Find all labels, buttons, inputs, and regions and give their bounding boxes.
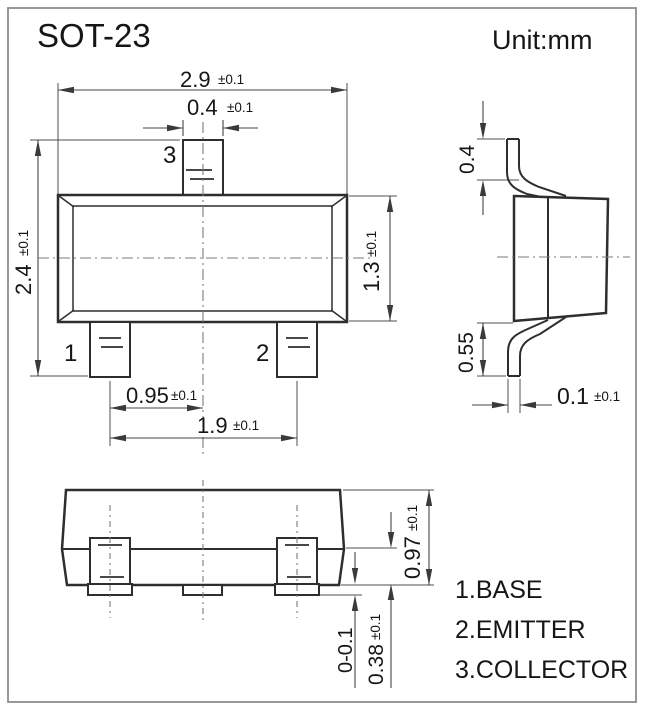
arrowhead <box>426 569 432 585</box>
bottom-view <box>62 480 434 688</box>
arrowhead <box>388 584 394 600</box>
pin-legend <box>455 576 628 684</box>
pin1-lead <box>90 322 130 377</box>
pin2-label: 2 <box>256 340 270 367</box>
arrowhead <box>520 402 536 408</box>
arrowhead <box>110 405 126 411</box>
arrowhead <box>480 180 486 196</box>
dim-value: 0-0.1 <box>335 627 357 673</box>
arrowhead <box>167 125 183 131</box>
dim-tolerance: ±0.1 <box>405 504 420 531</box>
dim-pin3-width <box>143 95 258 136</box>
side-view <box>455 101 630 413</box>
arrowhead <box>492 402 508 408</box>
dim-value: 2.4 <box>11 264 36 295</box>
dim-value: 0.55 <box>455 332 478 373</box>
legend-item-base: 1.BASE <box>455 576 543 604</box>
arrowhead <box>35 140 41 156</box>
dim-pin-pitch <box>110 383 203 411</box>
arrowhead <box>187 405 203 411</box>
arrowhead <box>480 360 486 376</box>
dim-tolerance: ±0.1 <box>594 389 621 404</box>
dim-value: 0.95 <box>126 383 169 408</box>
dim-bottom-lead <box>455 323 486 376</box>
dim-body-height <box>400 490 432 585</box>
dim-lead-thickness <box>472 383 620 409</box>
front-view <box>11 67 397 458</box>
body-profile <box>514 196 608 321</box>
arrowhead <box>35 360 41 376</box>
dim-value: 1.3 <box>359 261 384 292</box>
dim-total-height <box>11 140 41 376</box>
dim-value: 2.9 <box>180 67 211 92</box>
arrowhead <box>426 490 432 506</box>
legend-item-collector: 3.COLLECTOR <box>455 656 629 684</box>
page-title: SOT-23 <box>37 17 151 54</box>
dim-pin-span <box>110 413 297 441</box>
dim-tolerance: ±0.1 <box>171 388 198 403</box>
dim-value: 1.9 <box>197 413 228 438</box>
dim-body-height <box>359 196 393 321</box>
unit-label: Unit:mm <box>492 25 593 55</box>
arrowhead <box>387 196 393 212</box>
lower-lead <box>508 317 566 376</box>
dim-top-lead <box>456 101 486 215</box>
arrowhead <box>331 87 347 93</box>
pin1-label: 1 <box>64 340 78 367</box>
arrowhead <box>281 435 297 441</box>
arrowhead <box>387 305 393 321</box>
dim-tolerance: ±0.1 <box>218 72 245 87</box>
arrowhead <box>480 323 486 339</box>
dim-value: 0.38 <box>365 644 388 685</box>
arrowhead <box>58 87 74 93</box>
dim-value: 0.97 <box>400 536 425 579</box>
dim-tolerance: ±0.1 <box>364 230 379 257</box>
dim-body-width <box>58 67 347 93</box>
dim-tolerance: ±0.1 <box>233 418 260 433</box>
dim-tolerance: ±0.1 <box>227 100 254 115</box>
upper-lead <box>507 139 566 198</box>
dim-value: 0.1 <box>557 383 589 409</box>
arrowhead <box>110 435 126 441</box>
arrowhead <box>223 125 239 131</box>
dim-tolerance: ±0.1 <box>16 229 31 256</box>
legend-item-emitter: 2.EMITTER <box>455 616 586 644</box>
dim-value: 0.4 <box>456 144 479 174</box>
arrowhead <box>388 532 394 548</box>
dim-value: 0.4 <box>187 95 218 120</box>
dim-tolerance: ±0.1 <box>368 613 383 640</box>
pin3-label: 3 <box>163 142 177 169</box>
arrowhead <box>352 595 358 611</box>
arrowhead <box>480 123 486 139</box>
arrowhead <box>352 568 358 584</box>
dim-lead-offset <box>365 512 394 688</box>
pin2-lead <box>277 322 317 377</box>
